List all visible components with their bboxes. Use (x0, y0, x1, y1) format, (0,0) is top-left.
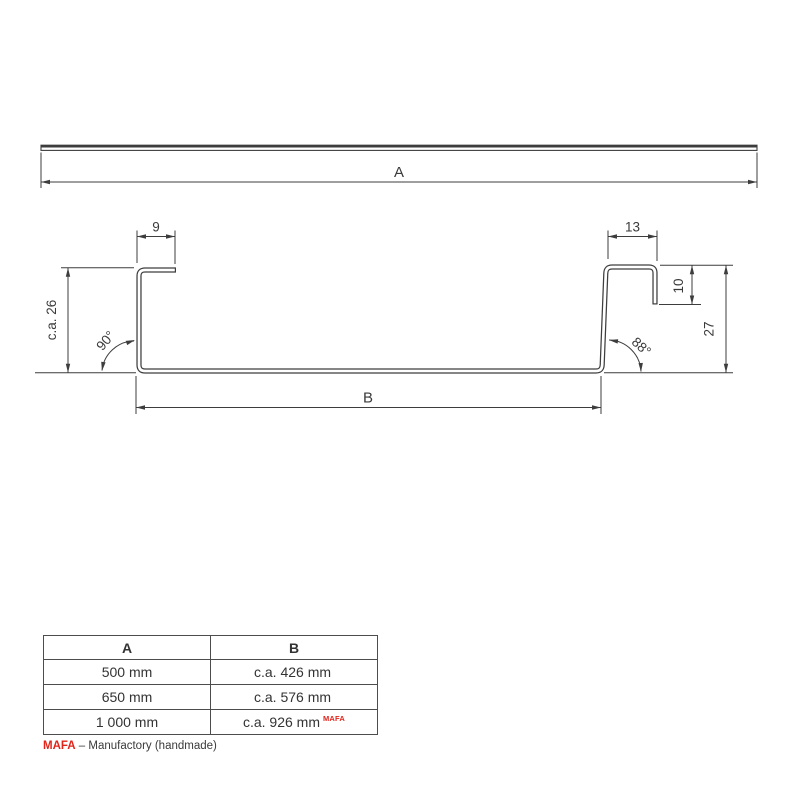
table-row (44, 660, 378, 685)
angle-label-88: 88° (628, 334, 654, 360)
dim-label-a: A (393, 164, 405, 181)
arrow-right-icon (166, 234, 175, 238)
profile-outline-inner (139, 267, 655, 371)
angle-90 (93, 328, 135, 371)
arrow-right-icon (748, 180, 757, 184)
table-row (44, 710, 378, 735)
angle-label-90: 90° (93, 328, 118, 354)
dim-label-b: B (362, 389, 374, 407)
dimension-27 (702, 265, 729, 373)
dimension-a (41, 153, 757, 189)
profile-outline-outer (139, 267, 655, 371)
footnote-text: – Manufactory (handmade) (75, 740, 217, 752)
arrow-down-icon (66, 364, 70, 373)
angle-88 (604, 334, 733, 372)
cell-a: 1 000 mm (44, 710, 211, 735)
dim-label-10: 10 (671, 278, 686, 294)
arrow-right-icon (648, 234, 657, 238)
arrow-icon (126, 340, 135, 345)
arrow-up-icon (724, 265, 728, 274)
dimension-ca26 (35, 268, 136, 373)
cell-b (211, 660, 378, 685)
cell-a: 650 mm (44, 685, 211, 710)
profile-cross-section (139, 267, 658, 371)
dimension-b (136, 376, 601, 414)
cell-b-superscript: MAFA (322, 714, 346, 724)
col-header-a: A (44, 636, 211, 660)
footnote-brand: MAFA (43, 740, 76, 752)
dimension-9 (137, 220, 175, 265)
dim-label-27: 27 (701, 321, 717, 337)
arrow-up-icon (690, 265, 694, 274)
arrow-left-icon (137, 234, 146, 238)
dim-label-13: 13 (624, 219, 641, 235)
size-table (43, 635, 378, 735)
cell-b (211, 710, 378, 735)
table-header-row (44, 636, 378, 660)
arrow-left-icon (41, 180, 50, 184)
cell-a: 500 mm (44, 660, 211, 685)
flat-sheet-top-view (41, 145, 757, 150)
table-row (44, 685, 378, 710)
arrow-up-icon (66, 268, 70, 277)
cell-b-value: c.a. 576 mm (253, 689, 332, 705)
arrow-down-icon (724, 364, 728, 373)
dimension-13 (608, 220, 657, 262)
arrow-right-icon (592, 405, 601, 409)
arrow-left-icon (136, 405, 145, 409)
cell-b (211, 685, 378, 710)
arrow-down-icon (690, 296, 694, 305)
cell-b-value: c.a. 426 mm (253, 664, 332, 680)
dim-label-9: 9 (152, 219, 160, 235)
dimension-10 (659, 265, 733, 304)
arrow-icon (639, 363, 643, 372)
col-header-b: B (211, 636, 378, 660)
cell-b-value: c.a. 926 mm (242, 714, 320, 730)
dim-label-ca26: c.a. 26 (44, 299, 59, 341)
footnote (43, 740, 217, 752)
arrow-left-icon (608, 234, 617, 238)
